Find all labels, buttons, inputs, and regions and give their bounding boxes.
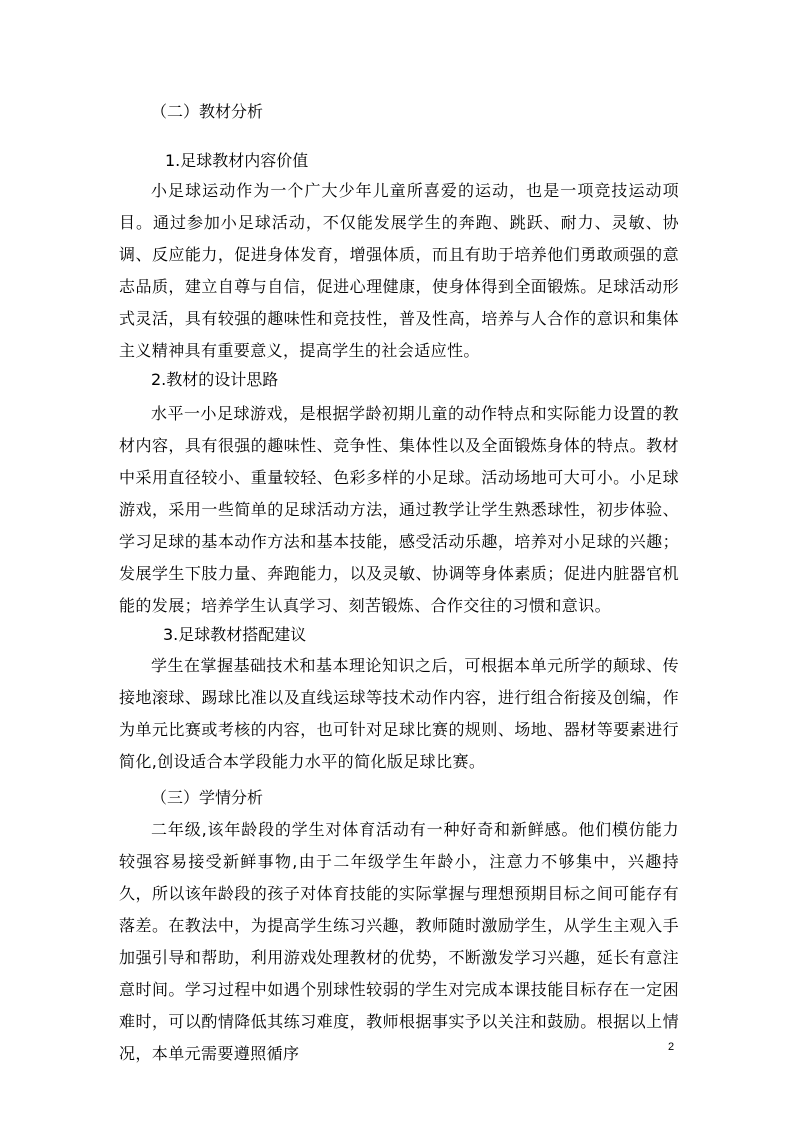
- page-number: 2: [668, 1041, 675, 1053]
- subheading-content-value: 1.足球教材内容价值: [165, 151, 309, 170]
- section-heading-textbook-analysis: （二）教材分析: [151, 102, 264, 121]
- paragraph-pairing-suggestions: 学生在掌握基础技术和基本理论知识之后，可根据本单元所学的颠球、传接地滚球、踢球比准以及直线运球等技术动作内容，进行组合衔接及创编，作为单元比赛或考核的内容，也可针对足球比赛的规则、场地、器材等要素进行简化,创设适合本学段能力水平的简化版足球比赛。: [119, 656, 679, 771]
- subheading-design-ideas: 2.教材的设计思路: [151, 370, 279, 389]
- paragraph-content-value: 小足球运动作为一个广大少年儿童所喜爱的运动，也是一项竞技运动项目。通过参加小足球活动，不仅能发展学生的奔跑、跳跃、耐力、灵敏、协调、反应能力，促进身体发育，增强体质，而且有助于培养他们勇敢顽强的意志品质，建立自尊与自信，促进心理健康，使身体得到全面锻炼。足球活动形式灵活，具有较强的趣味性和竞技性，普及性高，培养与人合作的意识和集体主义精神具有重要意义，提高学生的社会适应性。: [119, 181, 679, 360]
- section-heading-learner-analysis: （三）学情分析: [151, 788, 264, 807]
- paragraph-learner-analysis: 二年级,该年龄段的学生对体育活动有一种好奇和新鲜感。他们模仿能力较强容易接受新鲜事物,由于二年级学生年龄小，注意力不够集中，兴趣持久，所以该年龄段的孩子对体育技能的实际掌握与理想预期目标之间可能存有落差。在教法中，为提高学生练习兴趣，教师随时激励学生，从学生主观入手加强引导和帮助，利用游戏处理教材的优势，不断激发学习兴趣，延长有意注意时间。学习过程中如遇个别球性较弱的学生对完成本课技能目标存在一定困难时，可以酌情降低其练习难度，教师根据事实予以关注和鼓励。根据以上情况，本单元需要遵照循序: [119, 820, 679, 1063]
- paragraph-design-ideas: 水平一小足球游戏，是根据学龄初期儿童的动作特点和实际能力设置的教材内容，具有很强的趣味性、竞争性、集体性以及全面锻炼身体的特点。教材中采用直径较小、重量较轻、色彩多样的小足球。活动场地可大可小。小足球游戏，采用一些简单的足球活动方法，通过教学让学生熟悉球性，初步体验、学习足球的基本动作方法和基本技能，感受活动乐趣，培养对小足球的兴趣；发展学生下肢力量、奔跑能力，以及灵敏、协调等身体素质；促进内脏器官机能的发展；培养学生认真学习、刻苦锻炼、合作交往的习惯和意识。: [119, 404, 679, 615]
- subheading-pairing-suggestions: 3.足球教材搭配建议: [163, 625, 307, 644]
